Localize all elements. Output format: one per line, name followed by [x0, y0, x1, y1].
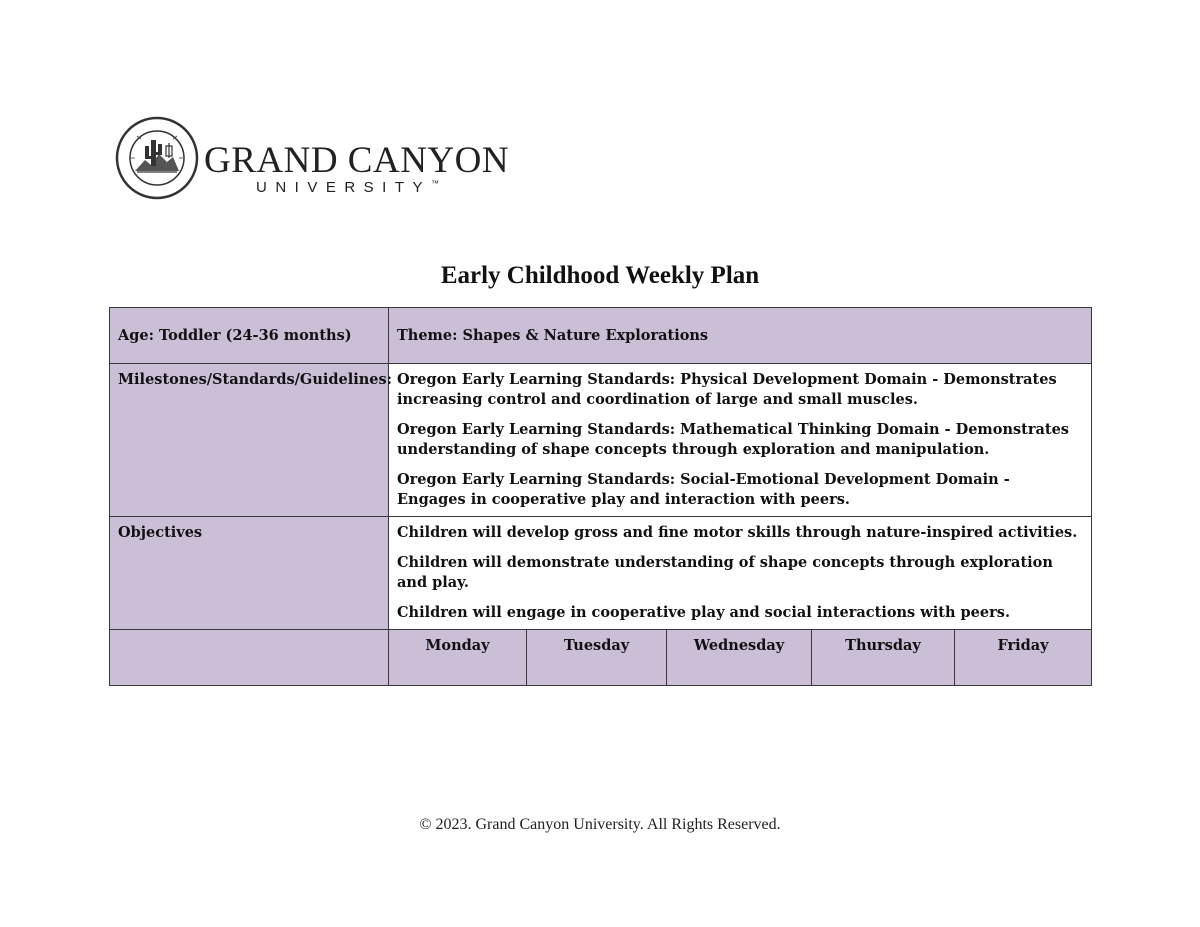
objectives-content	[389, 517, 1092, 630]
day-tuesday: Tuesday	[527, 630, 667, 686]
milestone-item: Oregon Early Learning Standards: Physical Development Domain - Demonstrates increasing control and coordination of large and small muscles.	[397, 371, 1057, 408]
objective-item: Children will demonstrate understanding of shape concepts through exploration and play.	[397, 554, 1053, 591]
theme-cell: Theme: Shapes & Nature Explorations	[389, 308, 1092, 364]
milestone-item: Oregon Early Learning Standards: Social-Emotional Development Domain - Engages in cooperative play and interaction with peers.	[397, 471, 1010, 508]
milestones-content	[389, 364, 1092, 517]
day-friday: Friday	[955, 630, 1092, 686]
objectives-label: Objectives	[110, 517, 389, 630]
day-thursday: Thursday	[812, 630, 955, 686]
milestones-label: Milestones/Standards/Guidelines:	[110, 364, 389, 517]
milestone-item: Oregon Early Learning Standards: Mathematical Thinking Domain - Demonstrates understanding of shape concepts through exploration and manipulation.	[397, 421, 1069, 458]
day-wednesday: Wednesday	[667, 630, 812, 686]
objectives-row	[110, 517, 1092, 630]
logo-name-line-1: GRAND CANYON	[204, 140, 510, 181]
weekly-plan-table	[109, 307, 1092, 686]
logo-name-line-2: UNIVERSITY™	[256, 179, 440, 196]
days-row-label-cell	[110, 630, 389, 686]
day-monday: Monday	[389, 630, 527, 686]
page-title: Early Childhood Weekly Plan	[440, 262, 760, 289]
university-seal-icon	[115, 116, 199, 200]
age-theme-row	[110, 308, 1092, 364]
objective-item: Children will develop gross and fine motor skills through nature-inspired activities.	[397, 524, 1078, 541]
objective-item: Children will engage in cooperative play and social interactions with peers.	[397, 604, 1010, 621]
age-cell: Age: Toddler (24-36 months)	[110, 308, 389, 364]
copyright-footer: © 2023. Grand Canyon University. All Rights Reserved.	[419, 816, 781, 833]
days-row	[110, 630, 1092, 686]
milestones-row	[110, 364, 1092, 517]
university-logo	[115, 116, 510, 206]
